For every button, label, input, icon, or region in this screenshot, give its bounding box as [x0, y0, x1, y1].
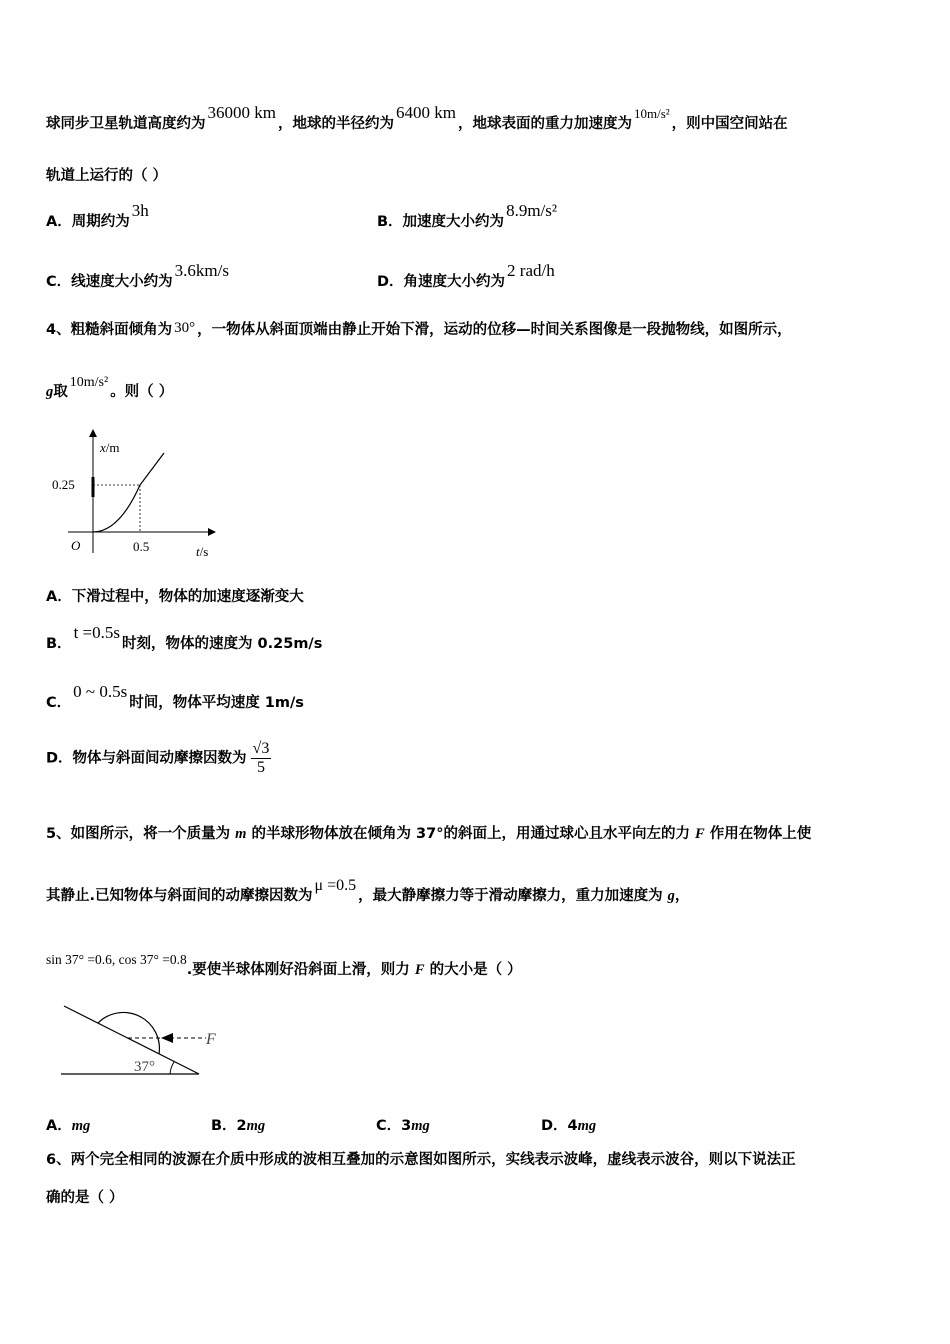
q5-text: 5、如图所示，将一个质量为	[46, 826, 236, 842]
q3-gravity: 10m/s²	[633, 106, 670, 121]
q4-xt-graph	[44, 425, 224, 565]
q5-text: 作用在物体上使	[704, 826, 812, 842]
option-text: 时刻，物体的速度为 0.25m/s	[122, 636, 323, 652]
q4-text: 。则（ ）	[110, 384, 174, 400]
option-value: mg	[71, 1118, 91, 1134]
q5-mu: μ =0.5	[314, 877, 357, 894]
q4-option-c[interactable]	[46, 682, 304, 712]
q3-text: ，地球表面的重力加速度为	[457, 116, 632, 132]
fraction-denominator: 5	[256, 759, 265, 776]
q5-angle-label: 37°	[134, 1059, 155, 1075]
q3-text: ，地球的半径约为	[277, 116, 394, 132]
q3-orbit-height: 36000 km	[207, 103, 276, 122]
q4-angle: 30°	[174, 320, 196, 336]
q4-y-label: x/m	[100, 440, 120, 455]
option-label: A．	[46, 1118, 72, 1134]
q4-text: ，一物体从斜面顶端由静止开始下滑，运动的位移—时间关系图像是一段抛物线，如图所示，	[197, 322, 792, 338]
option-label: D．4	[541, 1118, 578, 1134]
q6-line-1: 6、两个完全相同的波源在介质中形成的波相互叠加的示意图如图所示，实线表示波峰，虚线表示波谷，则以下说法正	[46, 1152, 796, 1168]
q5-text: ，最大静摩擦力等于滑动摩擦力，重力加速度为	[358, 888, 668, 904]
q4-line-1	[46, 318, 792, 339]
q5-force-label: F	[206, 1031, 216, 1048]
q4-origin: O	[71, 538, 81, 553]
q5-line-2	[46, 877, 690, 905]
q4-line-2	[46, 375, 174, 401]
q4-curve	[93, 453, 164, 532]
q5-force-arrowhead	[161, 1033, 173, 1043]
option-text: 时间，物体平均速度 1m/s	[129, 695, 304, 711]
q4-fraction	[251, 740, 272, 777]
q5-text: ，	[674, 888, 690, 904]
q5-option-a[interactable]	[46, 1114, 90, 1135]
q4-option-d[interactable]	[46, 740, 271, 777]
q6-line-2: 确的是（ ）	[46, 1190, 124, 1206]
q4-g-symbol: g	[46, 384, 54, 400]
q4-option-b[interactable]	[46, 623, 323, 653]
q4-x-label: t/s	[196, 544, 209, 559]
q5-force-symbol: F	[414, 962, 425, 978]
option-label: D．物体与斜面间动摩擦因数为	[46, 750, 247, 767]
option-label: C．	[46, 695, 72, 711]
q4-gravity: 10m/s²	[69, 375, 109, 390]
option-label: B．加速度大小约为	[377, 214, 505, 230]
q5-line-1	[46, 822, 811, 843]
q5-force-symbol: F	[695, 826, 705, 842]
q5-text: 的大小是（ ）	[424, 962, 522, 978]
q5-line-3	[46, 952, 522, 979]
option-math: 0 ~ 0.5s	[73, 682, 128, 701]
q5-option-d[interactable]	[541, 1114, 596, 1135]
q3-line-2: 轨道上运行的（ ）	[46, 168, 168, 184]
q3-earth-radius: 6400 km	[395, 103, 456, 122]
option-value: mg	[577, 1118, 597, 1134]
option-label: D．角速度大小约为	[377, 274, 506, 290]
q3-option-d[interactable]	[377, 261, 557, 291]
option-math: 3.6km/s	[174, 261, 229, 280]
option-label: C．3	[376, 1118, 412, 1134]
q5-hemisphere	[98, 1012, 159, 1054]
option-label: A．周期约为	[46, 214, 130, 230]
q5-text: .要使半球体刚好沿斜面上滑，则力	[186, 962, 415, 978]
option-value: mg	[411, 1118, 430, 1134]
q3-text: ，则中国空间站在	[671, 116, 788, 132]
q3-line-1	[46, 103, 788, 133]
q4-text: 取	[53, 384, 68, 400]
q5-mass-symbol: m	[235, 826, 247, 842]
option-label: B．2	[211, 1118, 247, 1134]
q4-x-tick-label: 0.5	[133, 539, 150, 554]
q5-option-c[interactable]	[376, 1114, 430, 1135]
q5-g-symbol: g	[667, 888, 675, 904]
q5-incline-figure	[56, 998, 226, 1080]
q3-option-c[interactable]	[46, 261, 231, 291]
q5-angle-arc	[170, 1062, 174, 1074]
option-math: t =0.5s	[73, 623, 120, 642]
q4-option-a[interactable]: A．下滑过程中，物体的加速度逐渐变大	[46, 589, 304, 605]
q5-option-b[interactable]	[211, 1114, 265, 1135]
option-label: B．	[46, 636, 72, 652]
q5-text: 的半球形物体放在倾角为 37°的斜面上，用通过球心且水平向左的力	[246, 826, 695, 842]
q4-y-tick-label: 0.25	[52, 477, 75, 492]
q5-trig-values: sin 37° =0.6, cos 37° =0.8	[46, 952, 187, 967]
option-value: mg	[246, 1118, 266, 1134]
option-math: 8.9m/s²	[506, 201, 557, 220]
q3-text: 球同步卫星轨道高度约为	[46, 116, 206, 132]
fraction-numerator: √3	[252, 740, 270, 757]
option-label: C．线速度大小约为	[46, 274, 173, 290]
q5-text: 其静止.已知物体与斜面间的动摩擦因数为	[46, 888, 313, 904]
q5-incline	[64, 1006, 199, 1074]
q4-text: 4、粗糙斜面倾角为	[46, 322, 173, 338]
option-math: 2 rad/h	[507, 261, 555, 280]
q3-option-a[interactable]	[46, 201, 151, 231]
option-math: 3h	[131, 201, 149, 220]
q3-option-b[interactable]	[377, 201, 559, 231]
